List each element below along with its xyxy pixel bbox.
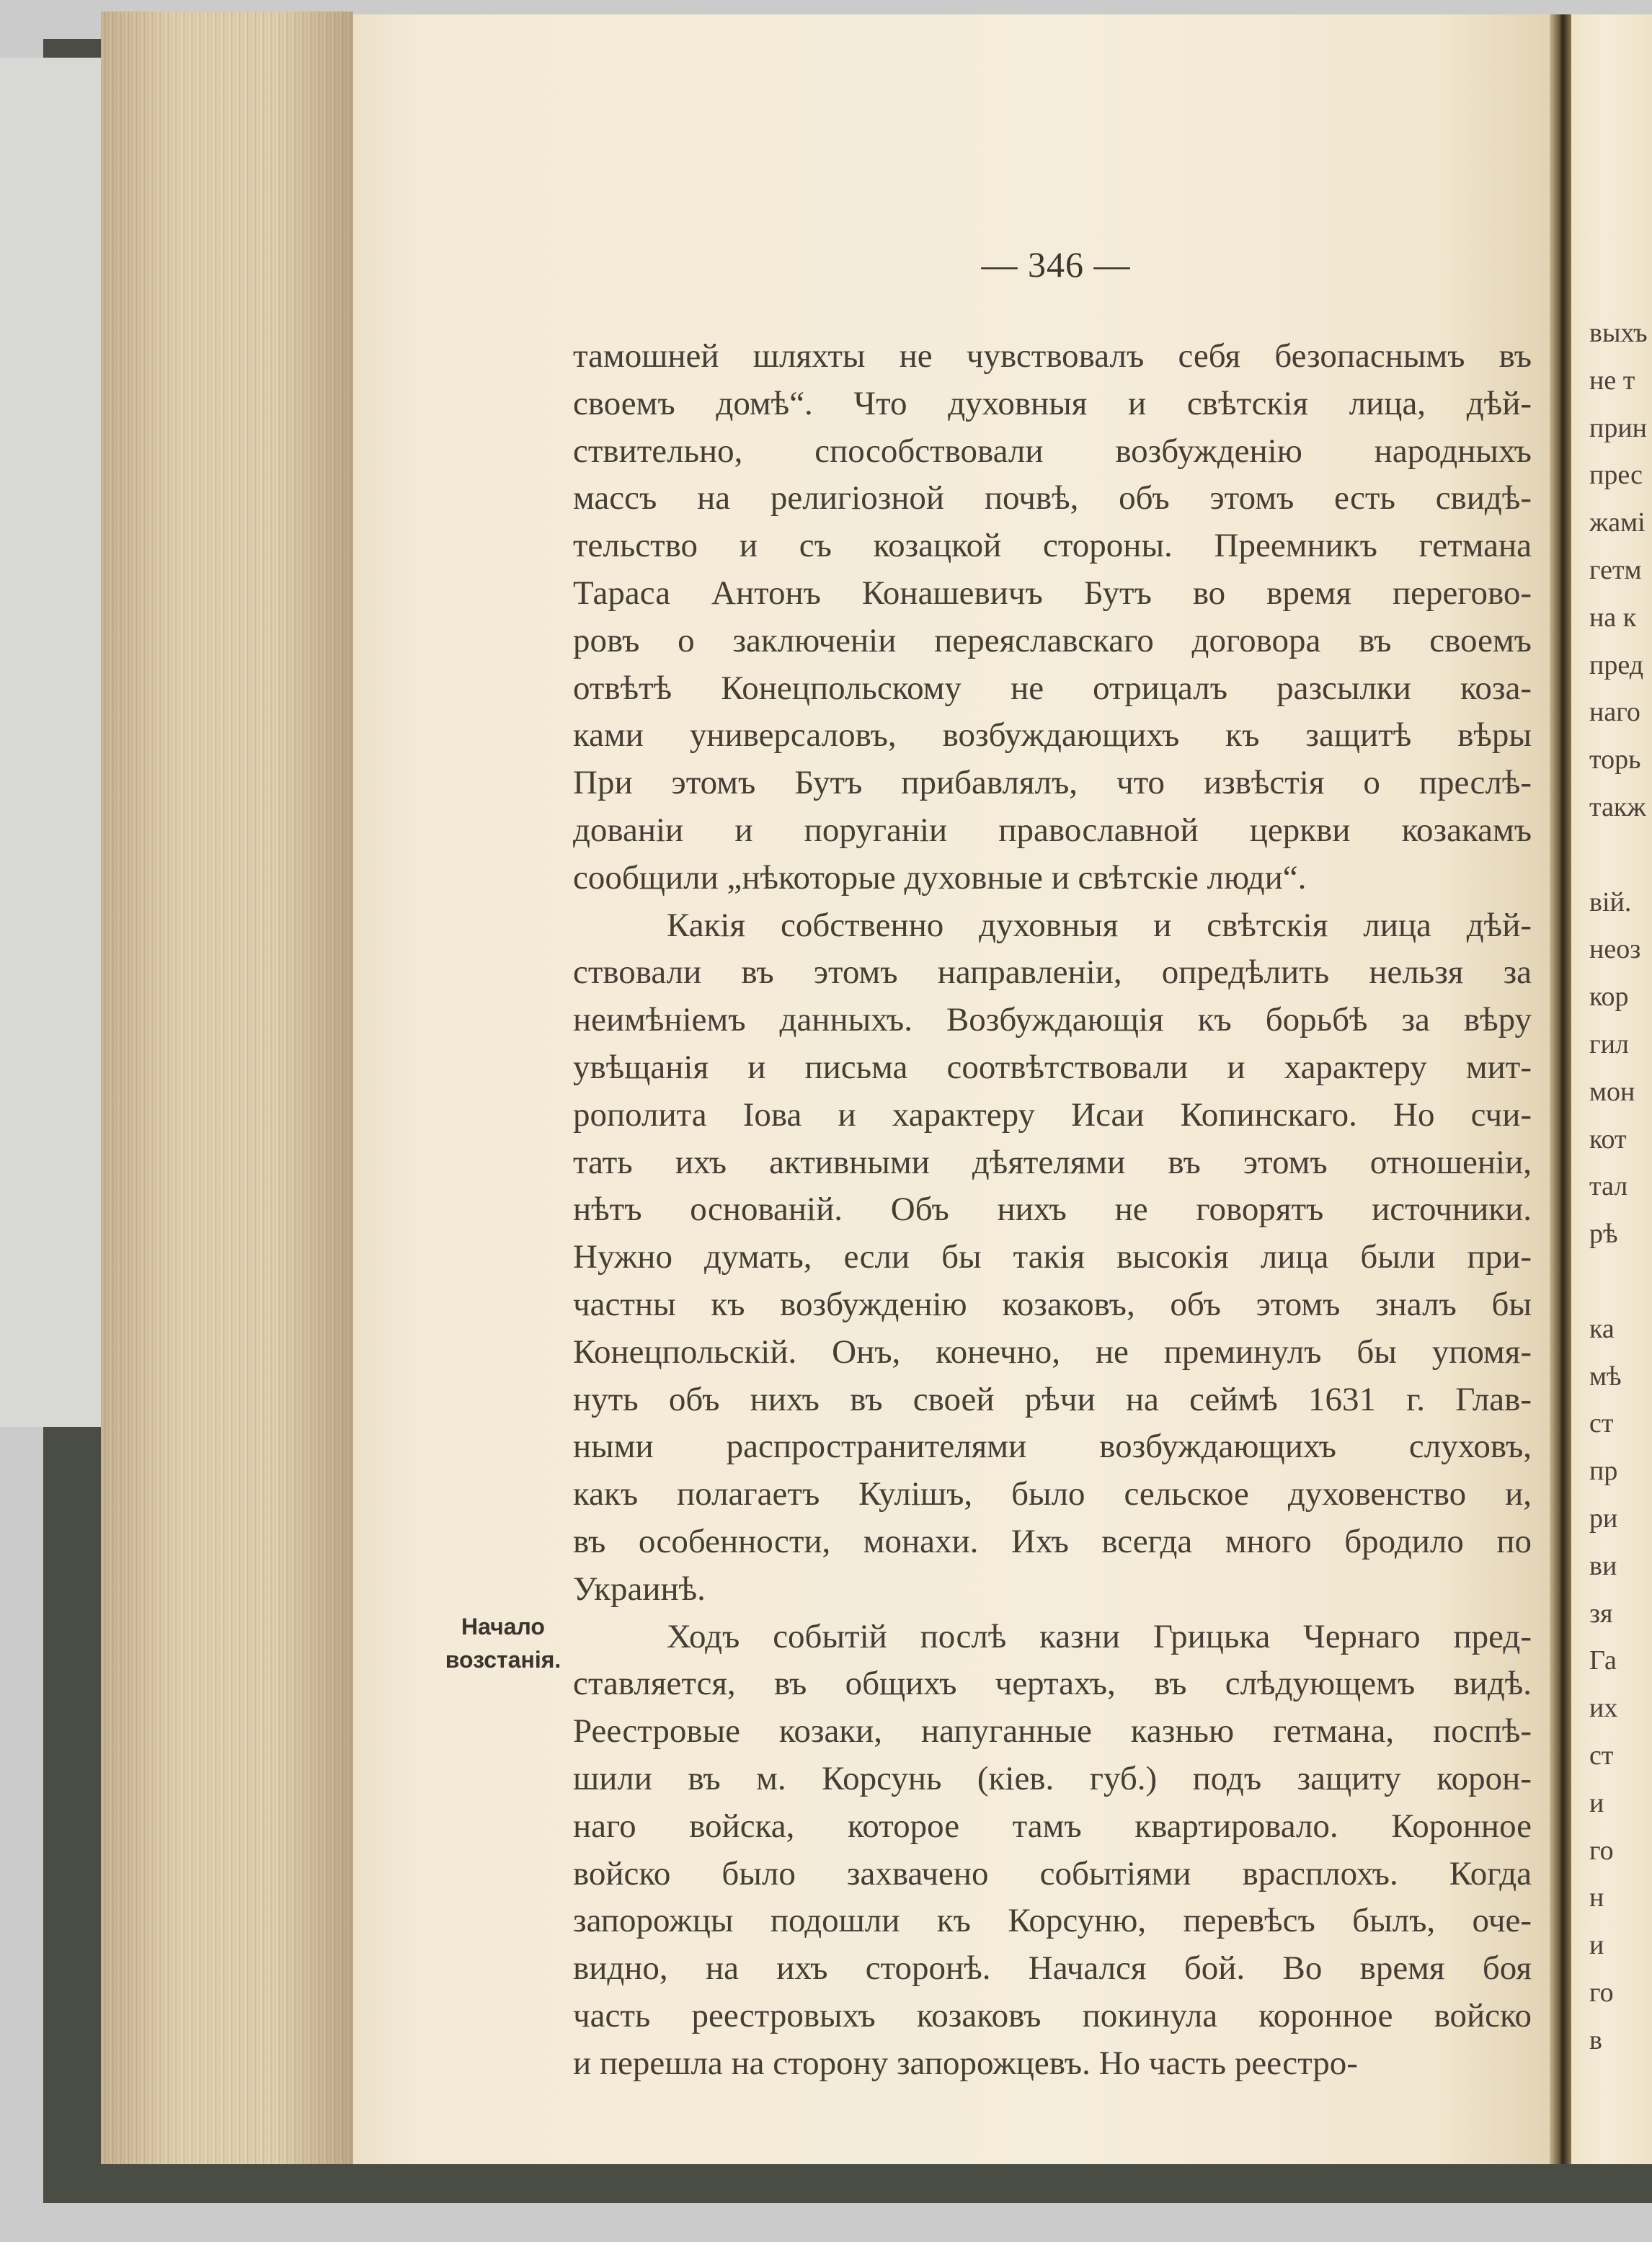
- text-line: войско было захвачено событіями врасплохъ. Когда: [573, 1854, 1532, 1892]
- next-page-fragment: гетм: [1589, 554, 1642, 585]
- next-page-fragment: их: [1589, 1693, 1618, 1724]
- next-page-fragment: ка: [1589, 1313, 1615, 1344]
- next-page-fragment: кот: [1589, 1124, 1627, 1155]
- page-number: — 346 —: [981, 244, 1131, 285]
- text-line: Какія собственно духовныя и свѣтскія лица дѣй-: [667, 906, 1532, 944]
- text-line: массъ на религіозной почвѣ, объ этомъ есть свидѣ-: [573, 479, 1532, 517]
- text-line: Украинѣ.: [573, 1570, 706, 1608]
- text-line: и перешла на сторону запорожцевъ. Но часть реестро-: [573, 2044, 1358, 2082]
- next-page-fragment: Га: [1589, 1645, 1617, 1676]
- text-line: наго войска, которое тамъ квартировало. Коронное: [573, 1807, 1532, 1845]
- text-line: Конецпольскій. Онъ, конечно, не преминулъ бы упомя-: [573, 1333, 1532, 1371]
- margin-note-line: возстанія.: [445, 1647, 561, 1673]
- next-page-fragment: гил: [1589, 1028, 1629, 1059]
- background-surface: [0, 58, 101, 1427]
- next-page-fragment: тал: [1589, 1171, 1628, 1202]
- next-page-fragment: неоз: [1589, 934, 1641, 965]
- next-page-fragment: ви: [1589, 1550, 1617, 1581]
- next-page-fragment: такж: [1589, 791, 1646, 822]
- next-page-fragment: ст: [1589, 1408, 1614, 1439]
- next-page-fragment: вій.: [1589, 886, 1632, 917]
- book-gutter: [1550, 14, 1571, 2164]
- next-page-fragment: ст: [1589, 1740, 1614, 1771]
- text-line: неимѣніемъ данныхъ. Возбуждающія къ борьбѣ за вѣру: [573, 1001, 1532, 1039]
- next-page-fragment: го: [1589, 1835, 1614, 1866]
- text-line: тельство и съ козацкой стороны. Преемникъ гетмана: [573, 527, 1532, 565]
- text-line: отвѣтѣ Конецпольскому не отрицалъ разсылки коза-: [573, 669, 1532, 707]
- text-line: часть реестровыхъ козаковъ покинула коронное войско: [573, 1996, 1532, 2034]
- next-page-fragment: в: [1589, 2024, 1602, 2055]
- next-page-fragment: рѣ: [1589, 1219, 1618, 1250]
- next-page-fragment: торь: [1589, 744, 1641, 775]
- text-line: ствительно, способствовали возбужденію народныхъ: [573, 432, 1532, 470]
- text-line: нѣтъ основаній. Объ нихъ не говорятъ источники.: [573, 1191, 1532, 1229]
- next-page-fragment: мон: [1589, 1076, 1635, 1107]
- next-page-fragment: ри: [1589, 1503, 1618, 1534]
- body-text: [573, 333, 1532, 2087]
- text-line: ками универсаловъ, возбуждающихъ къ защитѣ вѣры: [573, 716, 1532, 755]
- next-page-fragment: жамі: [1589, 507, 1646, 538]
- text-line: Реестровые козаки, напуганные казнью гетмана, поспѣ-: [573, 1712, 1532, 1751]
- next-page-fragment: выхъ: [1589, 318, 1648, 348]
- text-line: Тараса Антонъ Конашевичъ Бутъ во время перегово-: [573, 574, 1532, 612]
- next-page-fragment: зя: [1589, 1598, 1613, 1629]
- text-line: какъ полагаетъ Кулішъ, было сельское духовенство и,: [573, 1475, 1532, 1513]
- margin-note: [431, 1610, 575, 1676]
- next-page-fragment: н: [1589, 1882, 1604, 1913]
- next-page-fragment: кор: [1589, 982, 1629, 1013]
- next-page-fragment: мѣ: [1589, 1361, 1622, 1392]
- text-line: нуть объ нихъ въ своей рѣчи на сеймѣ 1631 г. Глав-: [573, 1380, 1532, 1418]
- margin-note-line: Начало: [461, 1614, 545, 1640]
- text-line: При этомъ Бутъ прибавлялъ, что извѣстія о преслѣ-: [573, 764, 1532, 802]
- text-line: тать ихъ активными дѣятелями въ этомъ отношеніи,: [573, 1143, 1532, 1181]
- text-line: рополита Іова и характеру Исаи Копинскаго. Но счи-: [573, 1095, 1532, 1134]
- next-page-fragment: и: [1589, 1930, 1604, 1961]
- text-line: Ходъ событій послѣ казни Грицька Чернаго пред-: [667, 1617, 1532, 1655]
- next-page-fragment: на к: [1589, 602, 1637, 633]
- next-page-fragment: [1589, 1258, 1652, 1306]
- text-line: тамошней шляхты не чувствовалъ себя безопаснымъ въ: [573, 337, 1532, 375]
- text-line: въ особенности, монахи. Ихъ всегда много бродило по: [573, 1522, 1532, 1560]
- text-line: ставляется, въ общихъ чертахъ, въ слѣдующемъ видѣ.: [573, 1665, 1532, 1703]
- text-line: частны къ возбужденію козаковъ, объ этомъ зналъ бы: [573, 1285, 1532, 1323]
- next-page-fragment: [1589, 832, 1652, 879]
- text-line: увѣщанія и письма соотвѣтствовали и характеру мит-: [573, 1048, 1532, 1086]
- text-line: видно, на ихъ сторонѣ. Начался бой. Во время боя: [573, 1949, 1532, 1988]
- text-line: запорожцы подошли къ Корсуню, перевѣсъ былъ, оче-: [573, 1902, 1532, 1940]
- text-line: Нужно думать, если бы такія высокія лица были при-: [573, 1238, 1532, 1276]
- next-page-fragment: пред: [1589, 649, 1644, 680]
- text-line: ными распространителями возбуждающихъ слуховъ,: [573, 1428, 1532, 1466]
- next-page-text: [1589, 310, 1652, 2064]
- next-page-fragment: не т: [1589, 365, 1635, 396]
- text-line: своемъ домѣ“. Что духовныя и свѣтскія лица, дѣй-: [573, 384, 1532, 422]
- next-page-fragment: прес: [1589, 460, 1643, 491]
- text-line: ровъ о заключеніи переяславскаго договора въ своемъ: [573, 621, 1532, 659]
- text-line: шили въ м. Корсунь (кіев. губ.) подъ защиту корон-: [573, 1759, 1532, 1797]
- next-page-fragment: и: [1589, 1787, 1604, 1818]
- next-page-fragment: пр: [1589, 1456, 1618, 1487]
- text-line: сообщили „нѣкоторые духовные и свѣтскіе люди“.: [573, 858, 1307, 897]
- next-page-fragment: наго: [1589, 697, 1640, 728]
- next-page-fragment: прин: [1589, 412, 1648, 443]
- next-page-fragment: го: [1589, 1977, 1614, 2008]
- page-edges-shading: [101, 12, 353, 2164]
- text-line: дованіи и поруганіи православной церкви козакамъ: [573, 811, 1532, 849]
- text-line: ствовали въ этомъ направленіи, опредѣлить нельзя за: [573, 953, 1532, 992]
